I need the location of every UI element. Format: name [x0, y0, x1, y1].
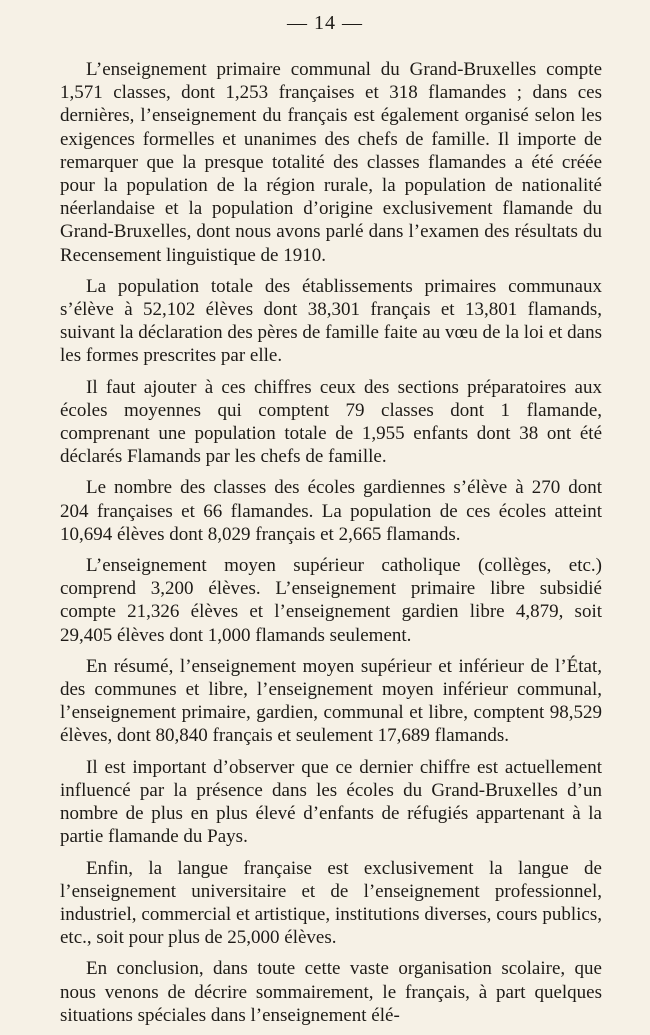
paragraph-4: Le nombre des classes des écoles gardiennes s’élève à 270 dont 204 françaises et 66 flamandes. La population de ces écoles atteint 10,694 élèves dont 8,029 français et 2,665 flamands.	[60, 477, 602, 545]
paragraph-2: La population totale des établissements primaires communaux s’élève à 52,102 élèves dont 38,301 français et 13,801 flamands, suivant la déclaration des pères de famille faite au vœu de la loi et dans les formes prescrites par elle.	[60, 275, 602, 367]
paragraph-7: Il est important d’observer que ce dernier chiffre est actuellement influencé par la présence dans les écoles du Grand-Bruxelles d’un nombre de plus en plus élevé d’enfants de réfugiés appartenant à la partie flamande du Pays.	[60, 756, 602, 848]
paragraph-6: En résumé, l’enseignement moyen supérieur et inférieur de l’État, des communes et libre, l’enseignement moyen inférieur communal, l’enseignement primaire, gardien, communal et libre, comptent 98,529 élèves, dont 80,840 français et seulement 17,689 flamands.	[60, 655, 602, 747]
paragraph-8: Enfin, la langue française est exclusivement la langue de l’enseignement universitaire et de l’enseignement professionnel, industriel, commercial et artistique, institutions diverses, cours publics, etc., soit pour plus de 25,000 élèves.	[60, 857, 602, 949]
paragraph-9: En conclusion, dans toute cette vaste organisation scolaire, que nous venons de décrire sommairement, le français, à part quelques situations spéciales dans l’enseignement élé-	[60, 958, 602, 1026]
paragraph-1: L’enseignement primaire communal du Grand-Bruxelles compte 1,571 classes, dont 1,253 françaises et 318 flamandes ; dans ces dernières, l’enseignement du français est également organisé selon les exigences formelles et unanimes des chefs de famille. Il importe de remarquer que la presque totalité des classes flamandes a été créée pour la population de la région rurale, la population de nationalité néerlandaise et la population d’origine exclusivement flamande du Grand-Bruxelles, dont nous avons parlé dans l’examen des résultats du Recensement linguistique de 1910.	[60, 59, 602, 266]
paragraph-5: L’enseignement moyen supérieur catholique (collèges, etc.) comprend 3,200 élèves. L’enseignement primaire libre subsidié compte 21,326 élèves et l’enseignement gardien libre 4,879, soit 29,405 élèves dont 1,000 flamands seulement.	[60, 555, 602, 646]
page-number: — 14 —	[287, 12, 363, 34]
paragraph-3: Il faut ajouter à ces chiffres ceux des sections préparatoires aux écoles moyennes qui comptent 79 classes dont 1 flamande, comprenant une population totale de 1,955 enfants dont 38 ont été déclarés Flamands par les chefs de famille.	[60, 376, 602, 468]
body-text	[60, 58, 602, 1035]
